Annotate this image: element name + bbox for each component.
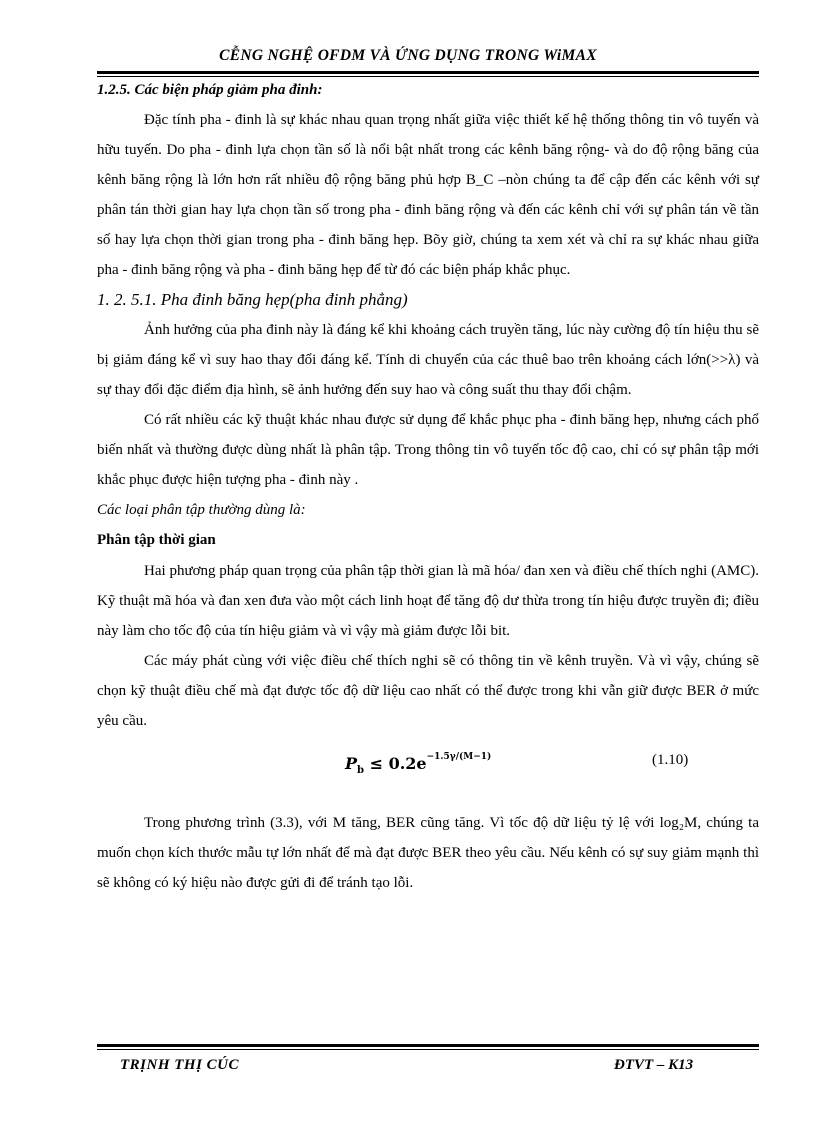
subsection-paragraph-1: Ảnh hưởng của pha đinh này là đáng kể khi khoảng cách truyền tăng, lúc này cường độ tín hiệu thu sẽ bị giảm đáng kể vì suy hao thay đổi đáng kể. Tính di chuyển của các thuê bao trên khoảng cách lớn(>>λ) và sự thay đổi đặc điểm địa hình, sẽ ảnh hưởng đến suy hao và công suất thu thay đổi chậm.: [97, 322, 759, 398]
footer-author: TRỊNH THỊ CÚC: [120, 1057, 240, 1073]
equation-lhs-subscript: b: [357, 765, 365, 777]
equation-lhs: P: [345, 754, 358, 773]
equation-row: [97, 736, 759, 800]
equation-number: (1.10): [652, 752, 689, 768]
time-diversity-heading: Phân tập thời gian: [97, 532, 216, 548]
page-header-title: CỄNG NGHỆ OFDM VÀ ỨNG DỤNG TRONG WiMAX: [219, 47, 597, 64]
footer-class: ĐTVT – K13: [614, 1057, 694, 1073]
footer-rule-thick: [97, 1044, 759, 1047]
subsection-paragraph-2: Có rất nhiều các kỹ thuật khác nhau được sử dụng để khắc phục pha - đinh băng hẹp, nhưng cách phổ biến nhất và thường được dùng nhất là phân tập. Trong thông tin vô tuyến tốc độ cao, chỉ có sự phân tập mới khắc phục được hiện tượng pha - đinh này .: [97, 412, 759, 488]
diversity-types-label: Các loại phân tập thường dùng là:: [97, 502, 306, 518]
section-paragraph-1: Đặc tính pha - đinh là sự khác nhau quan trọng nhất giữa việc thiết kế hệ thống thông tin vô tuyến và hữu tuyến. Do pha - đinh lựa chọn tần số là nổi bật nhất trong các kênh băng rộng- và do độ rộng băng của kênh băng rộng là lớn hơn rất nhiều độ rộng băng phủ hợp B_C –nòn chúng ta để cập đến các kênh với sự phân tán thời gian hay lựa chọn tần số trong pha - đinh băng rộng và đến các kênh chỉ với sự phân tán về tần số hay lựa chọn thời gian trong pha - đinh băng hẹp. Bõy giờ, chúng ta xem xét và chỉ ra sự khác nhau giữa pha - đinh băng rộng và pha - đinh băng hẹp để từ đó các biện pháp khắc phục.: [97, 112, 759, 278]
subsection-heading: 1. 2. 5.1. Pha đinh băng hẹp(pha đinh phẳng): [97, 290, 408, 309]
header-rule-thick: [97, 71, 759, 74]
footer-rule-thin: [97, 1049, 759, 1050]
time-diversity-paragraph-1: Hai phương pháp quan trọng của phân tập thời gian là mã hóa/ đan xen và điều chế thích nghi (AMC). Kỹ thuật mã hóa và đan xen đưa vào một cách linh hoạt để tăng độ dư thừa trong tín hiệu được truyền đi; điều này làm cho tốc độ của tín hiệu giảm và vì vậy mà giảm được lỗi bit.: [97, 563, 759, 639]
equation-exponent: −1.5γ/(M−1): [426, 752, 492, 762]
section-heading: 1.2.5. Các biện pháp giảm pha đinh:: [97, 82, 323, 98]
equation-relation: ≤ 0.2e: [364, 754, 427, 773]
ber-equation: [345, 754, 491, 776]
time-diversity-paragraph-2: Các máy phát cùng với việc điều chế thích nghi sẽ có thông tin về kênh truyền. Và vì vậy, chúng sẽ chọn kỹ thuật điều chế mà đạt được tốc độ dữ liệu cao nhất có thể được trong khi vẫn giữ được BER ở mức yêu cầu.: [97, 653, 759, 729]
time-diversity-paragraph-3: Trong phương trình (3.3), với M tăng, BER cũng tăng. Vì tốc độ dữ liệu tỷ lệ với log₂M, chúng ta muốn chọn kích thước mẫu tự lớn nhất để mà đạt được BER theo yêu cầu. Nếu kênh có sự suy giảm mạnh thì sẽ không có ký hiệu nào được gửi đi để tránh tạo lỗi.: [97, 815, 759, 891]
page-body: [97, 75, 759, 898]
